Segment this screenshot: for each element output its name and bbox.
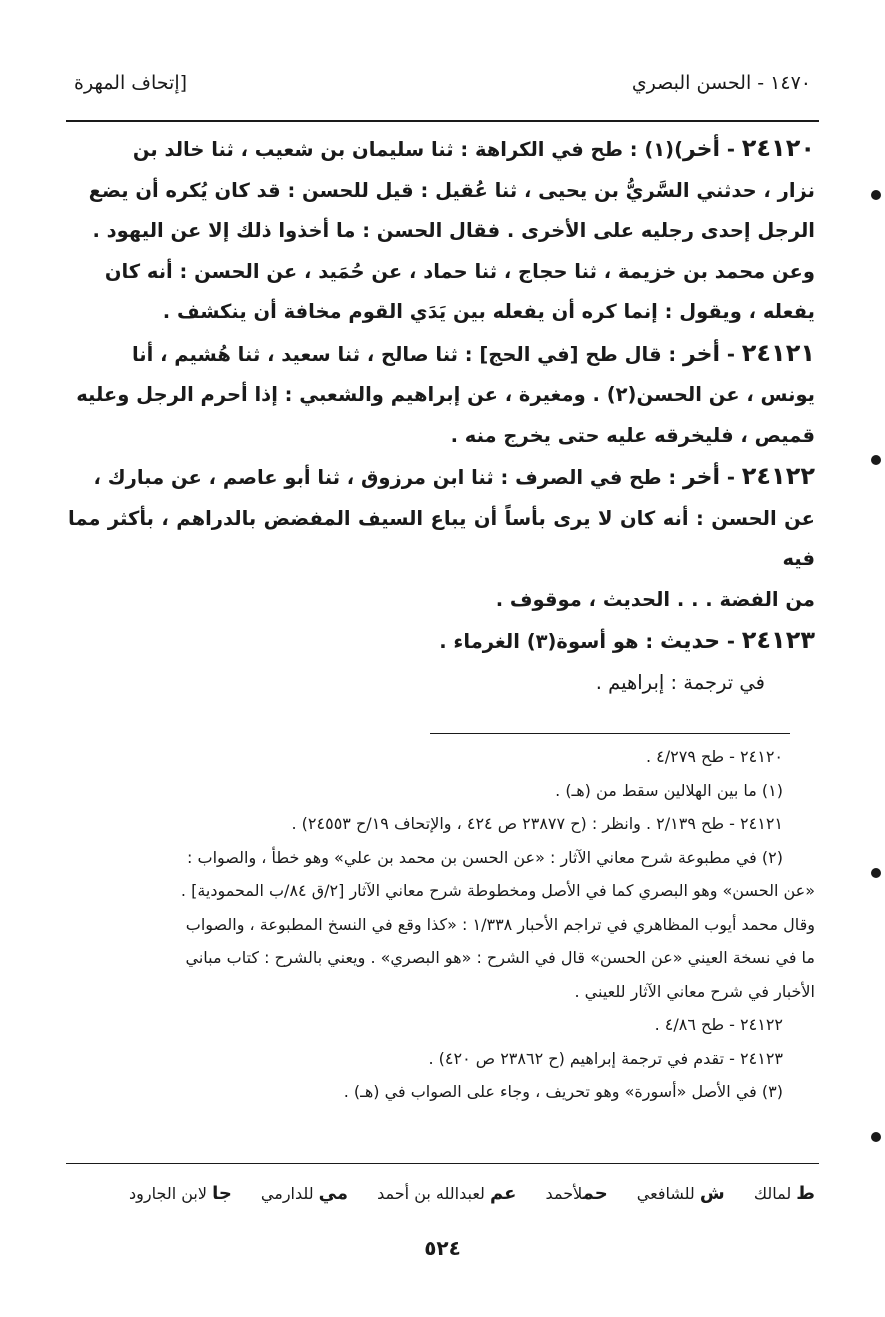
entry-text: : هو أسوة(٣) الغرماء . xyxy=(439,630,654,653)
entry-number: ٢٤١٢١ xyxy=(741,338,815,367)
entry-line: وعن محمد بن خزيمة ، ثنا حجاج ، ثنا حماد ، عن حُمَيد ، عن الحسن : أنه كان xyxy=(104,259,815,283)
book-title: [إتحاف المهرة xyxy=(74,72,188,94)
margin-mark xyxy=(871,868,881,878)
entry-line: ٢٤١٢٢ - أخر : طح في الصرف : ثنا ابن مرزوق ، ثنا أبو عاصم ، عن مبارك ، xyxy=(93,462,815,490)
page-number: ٥٢٤ xyxy=(424,1236,461,1260)
margin-mark xyxy=(871,1132,881,1142)
footnote-line: ما في نسخة العيني «عن الحسن» قال في الشرح : «هو البصري» . ويعني بالشرح : كتاب مباني xyxy=(185,948,815,967)
legend-abbr: ط xyxy=(796,1183,815,1204)
entry-line: من الفضة . . . الحديث ، موقوف . xyxy=(495,587,815,611)
legend-desc: لمالك xyxy=(753,1184,792,1203)
legend-abbr: جا xyxy=(212,1183,232,1204)
chapter-title: ١٤٧٠ - الحسن البصري xyxy=(631,72,811,94)
legend-abbr: مي xyxy=(318,1183,349,1204)
footnote-line: وقال محمد أيوب المظاهري في تراجم الأحبار ١/٣٣٨ : «كذا وقع في النسخ المطبوعة ، والصواب xyxy=(185,914,815,934)
entry-number: ٢٤١٢٢ xyxy=(741,462,815,490)
running-header xyxy=(66,72,819,112)
margin-mark xyxy=(871,455,881,465)
legend-item xyxy=(261,1184,348,1203)
entry-24121 xyxy=(68,333,815,457)
footnote-line: (٢) في مطبوعة شرح معاني الآثار : «عن الحسن بن محمد بن علي» وهو خطأ ، والصواب : xyxy=(187,847,783,867)
legend-rule xyxy=(66,1163,819,1164)
entry-line: يفعله ، ويقول : إنما كره أن يفعله بين يَدَي القوم مخافة أن ينكشف . xyxy=(162,300,815,323)
entry-text: : قال طح [في الحج] : ثنا صالح ، ثنا سعيد ، ثنا هُشيم ، أنا xyxy=(131,342,677,366)
entry-24120 xyxy=(68,128,815,333)
entry-line: الرجل إحدى رجليه على الأخرى . فقال الحسن : ما أخذوا ذلك إلا عن اليهود . xyxy=(92,219,815,242)
entry-line: ٢٤١٢١ - أخر : قال طح [في الحج] : ثنا صالح ، ثنا سعيد ، ثنا هُشيم ، أنا xyxy=(131,338,815,367)
entry-24122 xyxy=(68,456,815,620)
entry-line: ٢٤١٢٠ - أخر)(١) : طح في الكراهة : ثنا سليمان بن شعيب ، ثنا خالد بن xyxy=(132,134,815,162)
footnote-line: (٣) في الأصل «أسورة» وهو تحريف ، وجاء على الصواب في (هـ) . xyxy=(343,1082,783,1101)
footnote-line: ٢٤١٢٣ - تقدم في ترجمة إبراهيم (ح ٢٣٨٦٢ ص ٤٢٠) . xyxy=(428,1048,783,1068)
legend-desc: للشافعي xyxy=(636,1184,695,1203)
footnote-line: ٢٤١٢١ - طح ٢/١٣٩ . وانظر : (ح ٢٣٨٧٧ ص ٤٢٤ ، والإتحاف ١٩/ح ٢٤٥٥٣) . xyxy=(291,814,783,833)
legend-item xyxy=(754,1184,815,1203)
footnote-line: الأخبار في شرح معاني الآثار للعيني . xyxy=(574,981,815,1001)
entry-line: نزار ، حدثني السَّريُّ بن يحيى ، ثنا عُقيل : قيل للحسن : قد كان يُكره أن يضع xyxy=(88,178,815,202)
legend-abbr: عم xyxy=(490,1183,517,1204)
entry-text: )(١) : طح في الكراهة : ثنا سليمان بن شعيب ، ثنا خالد بن xyxy=(132,138,683,161)
entry-label: حديث xyxy=(659,629,721,654)
entry-number: ٢٤١٢٣ xyxy=(741,626,815,654)
legend-desc: للدارمي xyxy=(260,1184,314,1203)
entry-label: أخر xyxy=(682,137,721,162)
legend-item xyxy=(546,1184,608,1203)
legend-abbr: حم xyxy=(582,1183,608,1204)
header-rule xyxy=(66,120,819,122)
margin-mark xyxy=(871,190,881,200)
footnote-line: ٢٤١٢٢ - طح ٤/٨٦ . xyxy=(654,1015,783,1034)
legend-abbr: ش xyxy=(699,1183,725,1204)
abbreviation-legend xyxy=(66,1180,815,1208)
entry-number: ٢٤١٢٠ xyxy=(741,134,815,162)
legend-item xyxy=(637,1184,725,1203)
footnote-line: «عن الحسن» وهو البصري كما في الأصل ومخطوطة شرح معاني الآثار [٢/ق ٨٤/ب المحمودية] . xyxy=(180,881,815,900)
main-text xyxy=(68,128,815,703)
legend-item xyxy=(129,1184,232,1203)
entry-line: قميص ، فليخرقه عليه حتى يخرج منه . xyxy=(450,423,815,447)
footnote-line: (١) ما بين الهلالين سقط من (هـ) . xyxy=(555,780,783,800)
entry-24123 xyxy=(68,620,815,663)
cross-reference: في ترجمة : إبراهيم . xyxy=(595,670,765,694)
entry-line: ٢٤١٢٣ - حديث : هو أسوة(٣) الغرماء . xyxy=(439,626,815,654)
legend-item xyxy=(377,1184,516,1203)
legend-desc: لابن الجارود xyxy=(129,1184,207,1203)
footnote-line: ٢٤١٢٠ - طح ٤/٢٧٩ . xyxy=(646,747,783,766)
entry-label: أخر xyxy=(682,465,721,490)
footnote-separator xyxy=(430,733,790,734)
legend-desc: لأحمد xyxy=(545,1184,583,1203)
legend-desc: لعبدالله بن أحمد xyxy=(377,1184,485,1203)
entry-label: أخر xyxy=(682,341,721,367)
entry-text: : طح في الصرف : ثنا ابن مرزوق ، ثنا أبو عاصم ، عن مبارك ، xyxy=(93,466,677,489)
footnotes xyxy=(68,740,815,1109)
entry-line: يونس ، عن الحسن(٢) . ومغيرة ، عن إبراهيم والشعبي : إذا أحرم الرجل وعليه xyxy=(76,383,815,406)
entry-line: عن الحسن : أنه كان لا يرى بأساً أن يباع السيف المفضض بالدراهم ، بأكثر مما فيه xyxy=(68,506,815,570)
